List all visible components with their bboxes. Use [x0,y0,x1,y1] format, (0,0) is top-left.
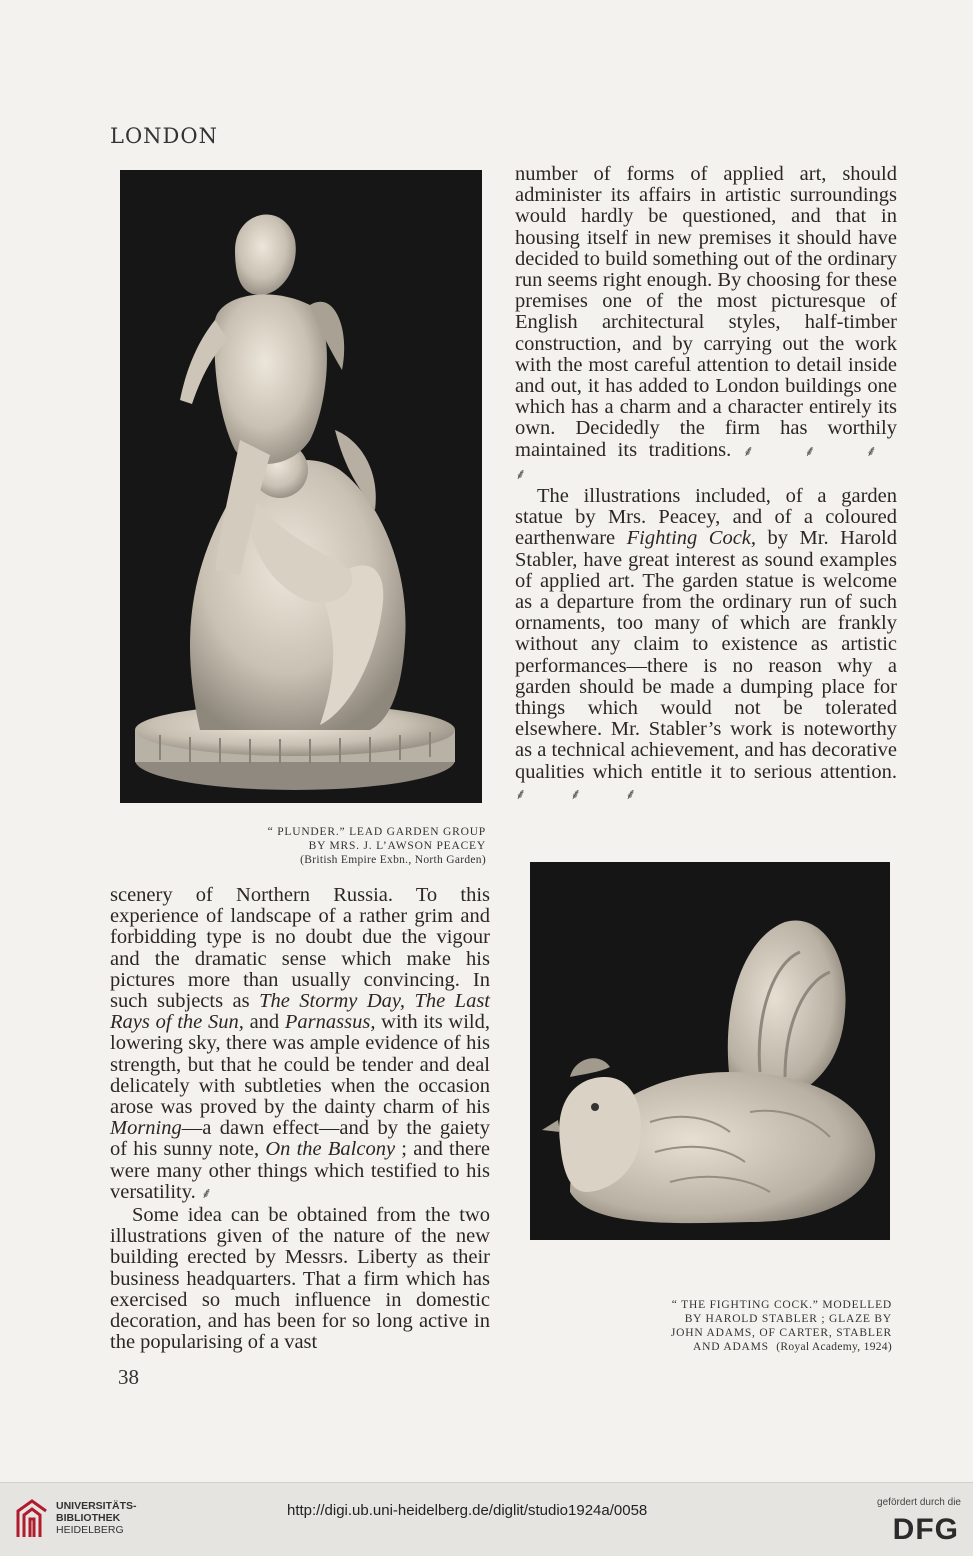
caption-exhibition: (Royal Academy, 1924) [776,1341,892,1353]
paragraph-text: and [243,1011,285,1034]
paragraph-text: with its wild, lowering sky, there was ample evidence of his strength, but that he could be tender and deal delicately with subtleties when the occasion arose was proved by the dainty charm of his [110,1011,490,1119]
source-url-link[interactable]: http://digi.ub.uni-heidelberg.de/diglit/studio1924a/0058 [287,1502,648,1519]
artwork-title: Morning [110,1117,182,1140]
caption-line [580,1340,892,1354]
paragraph [515,164,897,486]
plunder-caption [150,825,486,867]
plunder-statue-photo [120,170,482,803]
paragraph-text: Some idea can be obtained from the two illustrations given of the nature of the new building erected by Messrs. Liberty as their business headquarters. That a firm which has exercised so much influence in domestic decoration, and has been for so long active in the popularising of a vast [110,1204,490,1354]
caption-line: “ PLUNDER.” LEAD GARDEN GROUP [267,826,486,838]
funded-by-label: gefördert durch die [877,1497,961,1508]
paragraph-text: by Mr. Harold Stabler, have great interest as sound examples of applied art. The garden statue is welcome as a departure from the ordinary run of such ornaments, too many of which are frankly without any claim to existence as artistic performances—there is no reason why a garden should be made a dumping place for things which would not be tolerated elsewhere. Mr. Stabler’s work is noteworthy as a technical achievement, and has decorative qualities which entitle it to serious attention. [515,527,897,783]
library-line: UNIVERSITÄTS- [56,1500,137,1512]
ornament: ⸙ ⸙ ⸙ ⸙ [515,443,897,483]
right-column-text [515,164,897,806]
fighting-cock-photo [530,862,890,1240]
paragraph-text: scenery of Northern Russia. To this experience of landscape of a rather grim and forbidding type is no doubt due the vigour and the dramatic sense which make his pictures more than usually convincing. In such subjects as [110,884,490,1013]
ornament: ⸙ [200,1185,233,1202]
paragraph [110,1205,490,1353]
caption-line: “ THE FIGHTING COCK.” MODELLED [671,1299,892,1311]
page-number: 38 [118,1365,139,1389]
caption-line: (British Empire Exbn., North Garden) [300,854,486,866]
caption-line: BY MRS. J. L’AWSON PEACEY [308,840,486,852]
caption-text: AND ADAMS [692,1341,769,1353]
paragraph-text: —a dawn effect—and by the gaiety of his sunny note, [110,1117,490,1161]
paragraph-text: The illustrations included, of a garden statue by Mrs. Peacey, and of a coloured earthenware [515,485,897,550]
dfg-logo: DFG [892,1513,959,1546]
artwork-title: The Stormy Day, The Last Rays of the Sun, [110,990,490,1034]
ornament: ⸙ ⸙ ⸙ [515,786,657,803]
library-logo-icon [14,1497,50,1539]
caption-line: BY HAROLD STABLER ; GLAZE BY [684,1313,892,1325]
paragraph [110,885,490,1205]
statue-illustration [120,170,482,803]
fighting-cock-caption [580,1298,892,1354]
library-line: HEIDELBERG [56,1524,124,1536]
library-line: BIBLIOTHEK [56,1512,121,1524]
artwork-title: On the Balcony [265,1138,396,1161]
caption-line: JOHN ADAMS, OF CARTER, STABLER [670,1327,892,1339]
digitization-footer [0,1482,973,1556]
paragraph-text: number of forms of applied art, should administer its affairs in artistic surroundings would hardly be questioned, and that in housing itself in new premises it should have decided to build something out of the ordinary run seems right enough. By choosing for these premises one of the most picturesque of English architectural styles, half-timber construction, and by carrying out the work with the most careful attention to detail inside and out, it has added to London buildings one which has a charm and a character entirely its own. Decidedly the firm has worthily maintained its traditions. [515,163,897,461]
running-head: LONDON [110,124,218,148]
library-name [56,1500,137,1536]
artwork-title: Parnassus, [284,1011,376,1034]
left-column-text [110,885,490,1353]
artwork-title: Fighting Cock, [626,527,757,550]
paragraph [515,486,897,806]
paragraph-text: ; and there were many other things which testified to his versatility. [110,1138,491,1203]
cock-illustration [530,862,890,1240]
